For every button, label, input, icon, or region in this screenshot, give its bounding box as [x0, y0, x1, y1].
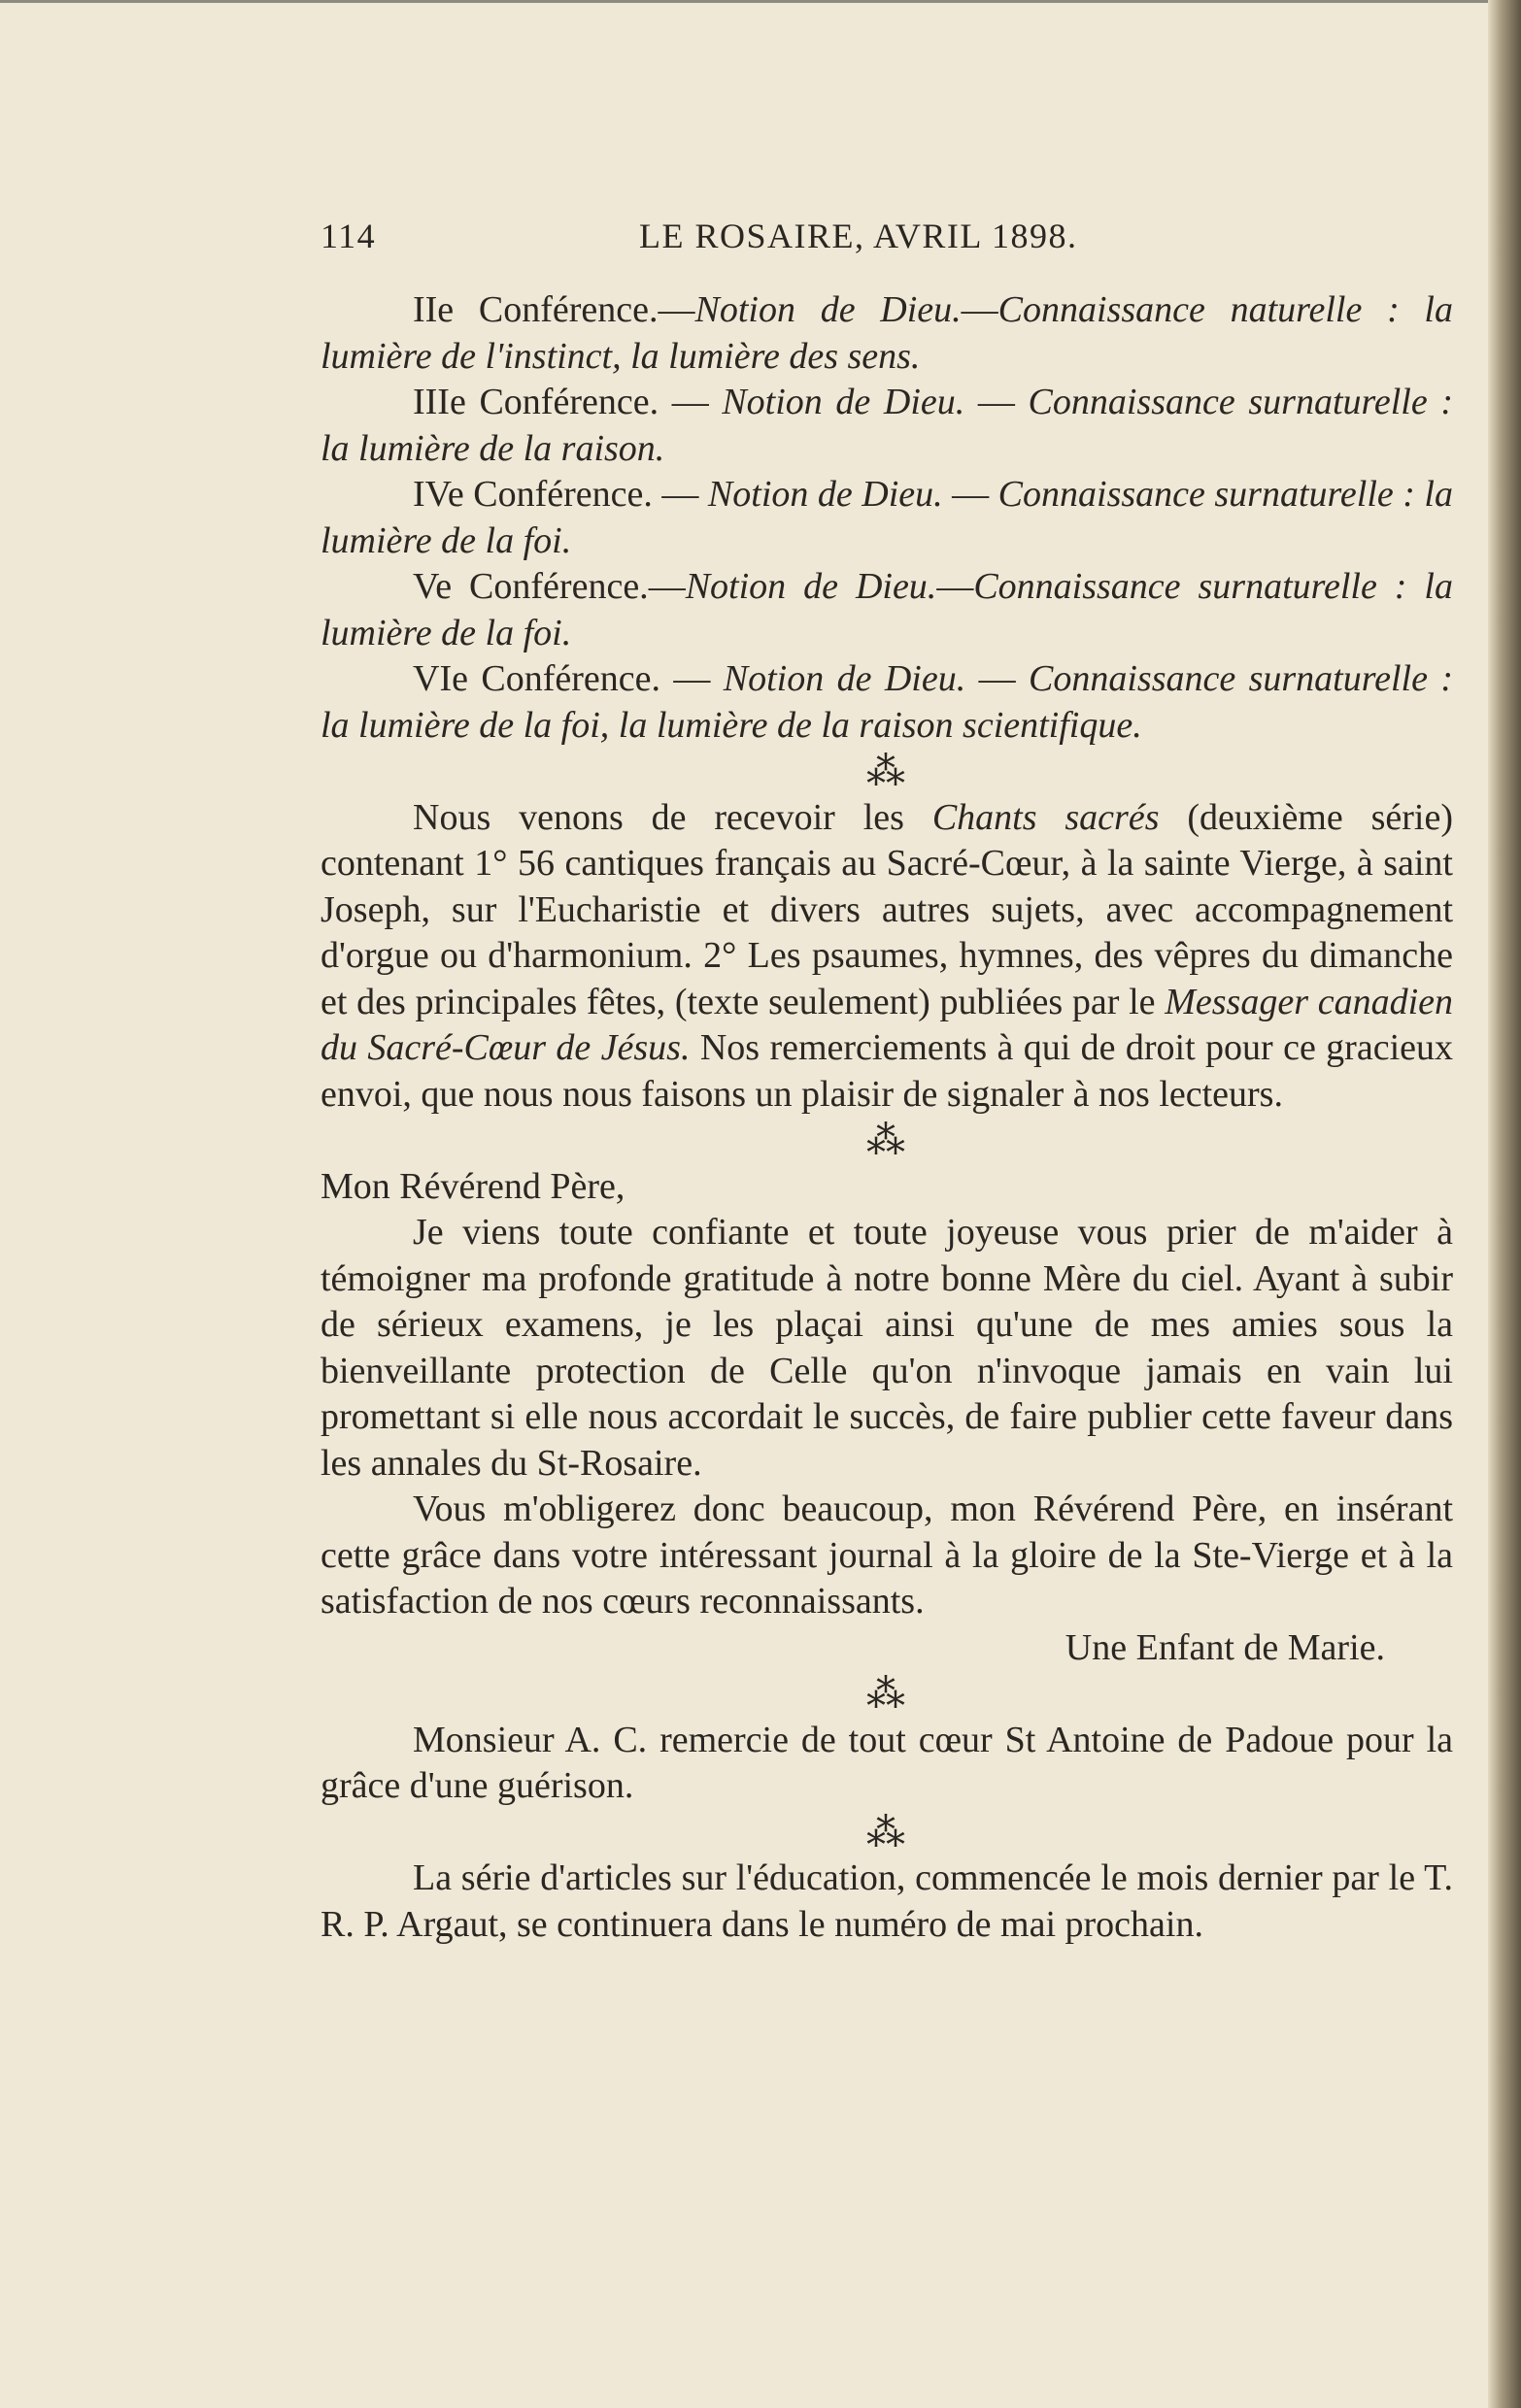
top-rule — [0, 0, 1521, 3]
conference-subject: Connaissance surnaturelle : la lumière de la foi, la lumière de la raison scientifique. — [321, 658, 1453, 746]
dash: — — [673, 658, 711, 699]
conference-entry — [321, 380, 1453, 472]
conference-entry — [321, 656, 1453, 749]
publication-title: Messager canadien du Sacré-Cœur de Jésus. — [321, 981, 1453, 1068]
conference-entry — [321, 564, 1453, 656]
book-title: Chants sacrés — [931, 796, 1160, 838]
page-header — [321, 216, 1521, 274]
dash: — — [661, 474, 699, 515]
conference-label: IVe Conférence. — [413, 474, 653, 515]
dash: — — [658, 289, 695, 330]
conference-entry — [321, 287, 1453, 380]
conference-topic: Notion de Dieu. — [722, 382, 965, 422]
running-head: LE ROSAIRE, AVRIL 1898. — [639, 217, 1078, 255]
section-separator: ⁂ — [866, 1810, 907, 1855]
letter-paragraph: Vous m'obligerez donc beaucoup, mon Révérend Père, en insérant cette grâce dans votre intéressant journal à la gloire de la Ste-Vierge et à la satisfaction de nos cœurs reconnaissants. — [321, 1488, 1453, 1622]
notice-text: (deuxième série) contenant 1° 56 cantiques français au Sacré-Cœur, à la sainte Vierge, à saint Joseph, sur l'Eucharistie et divers autres sujets, avec accompagnement d'orgue ou d'harmonium. 2° Les psaumes, hymnes, des vêpres du dimanche et des principales fêtes, (texte seulement) publiées par le — [321, 796, 1453, 1022]
section-separator: ⁂ — [866, 750, 907, 793]
letter-paragraph: Je viens toute confiante et toute joyeuse vous prier de m'aider à témoigner ma profonde gratitude à notre bonne Mère du ciel. Ayant à subir de sérieux examens, je les plaçai ainsi qu'une de mes amies sous la bienveillante protection de Celle qu'on n'invoque jamais en vain lui promettant si elle nous accordait le succès, de faire publier cette faveur dans les annales du St-Rosaire. — [321, 1212, 1453, 1484]
conference-subject: Connaissance surnaturelle : la lumière de la foi. — [321, 474, 1453, 561]
notice-antoine: Monsieur A. C. remercie de tout cœur St Antoine de Padoue pour la grâce d'une guérison. — [321, 1719, 1453, 1806]
letter-salutation: Mon Révérend Père, — [321, 1165, 625, 1207]
notice-education: La série d'articles sur l'éducation, commencée le mois dernier par le T. R. P. Argaut, se continuera dans le numéro de mai prochain. — [321, 1857, 1453, 1945]
notice-text: Nos remerciements à qui de droit pour ce gracieux envoi, que nous nous faisons un plaisir de signaler à nos lecteurs. — [321, 1027, 1453, 1115]
section-separator: ⁂ — [866, 1672, 907, 1716]
page-edge — [1488, 0, 1521, 2408]
letter-signature: Une Enfant de Marie. — [1065, 1626, 1385, 1668]
page-number: 114 — [321, 217, 377, 255]
conference-topic: Notion de Dieu. — [694, 289, 962, 330]
section-separator: ⁂ — [866, 1119, 907, 1162]
conference-subject: Connaissance surnaturelle : la lumière de la raison. — [321, 382, 1454, 469]
conference-entry — [321, 472, 1453, 564]
conference-topic: Notion de Dieu. — [707, 474, 943, 515]
conference-topic: Notion de Dieu. — [723, 658, 966, 699]
conference-label: IIe Conférence. — [413, 289, 659, 330]
dash: — — [978, 658, 1016, 699]
conference-label: Ve Conférence. — [413, 566, 649, 607]
article-body — [321, 287, 1453, 1948]
dash: — — [936, 566, 974, 607]
conference-subject: Connaissance naturelle : la lumière de l'instinct, la lumière des sens. — [321, 289, 1453, 377]
dash: — — [977, 382, 1015, 422]
conference-label: VIe Conférence. — [413, 658, 660, 699]
dash: — — [648, 566, 686, 607]
dash: — — [671, 382, 709, 422]
notice-text: Nous venons de recevoir les — [413, 796, 932, 838]
dash: — — [952, 474, 990, 515]
conference-subject: Connaissance surnaturelle : la lumière de la foi. — [321, 566, 1453, 653]
conference-label: IIIe Conférence. — [413, 382, 659, 422]
dash: — — [961, 289, 998, 330]
notice-chants-sacres — [321, 795, 1453, 1119]
conference-topic: Notion de Dieu. — [685, 566, 937, 607]
